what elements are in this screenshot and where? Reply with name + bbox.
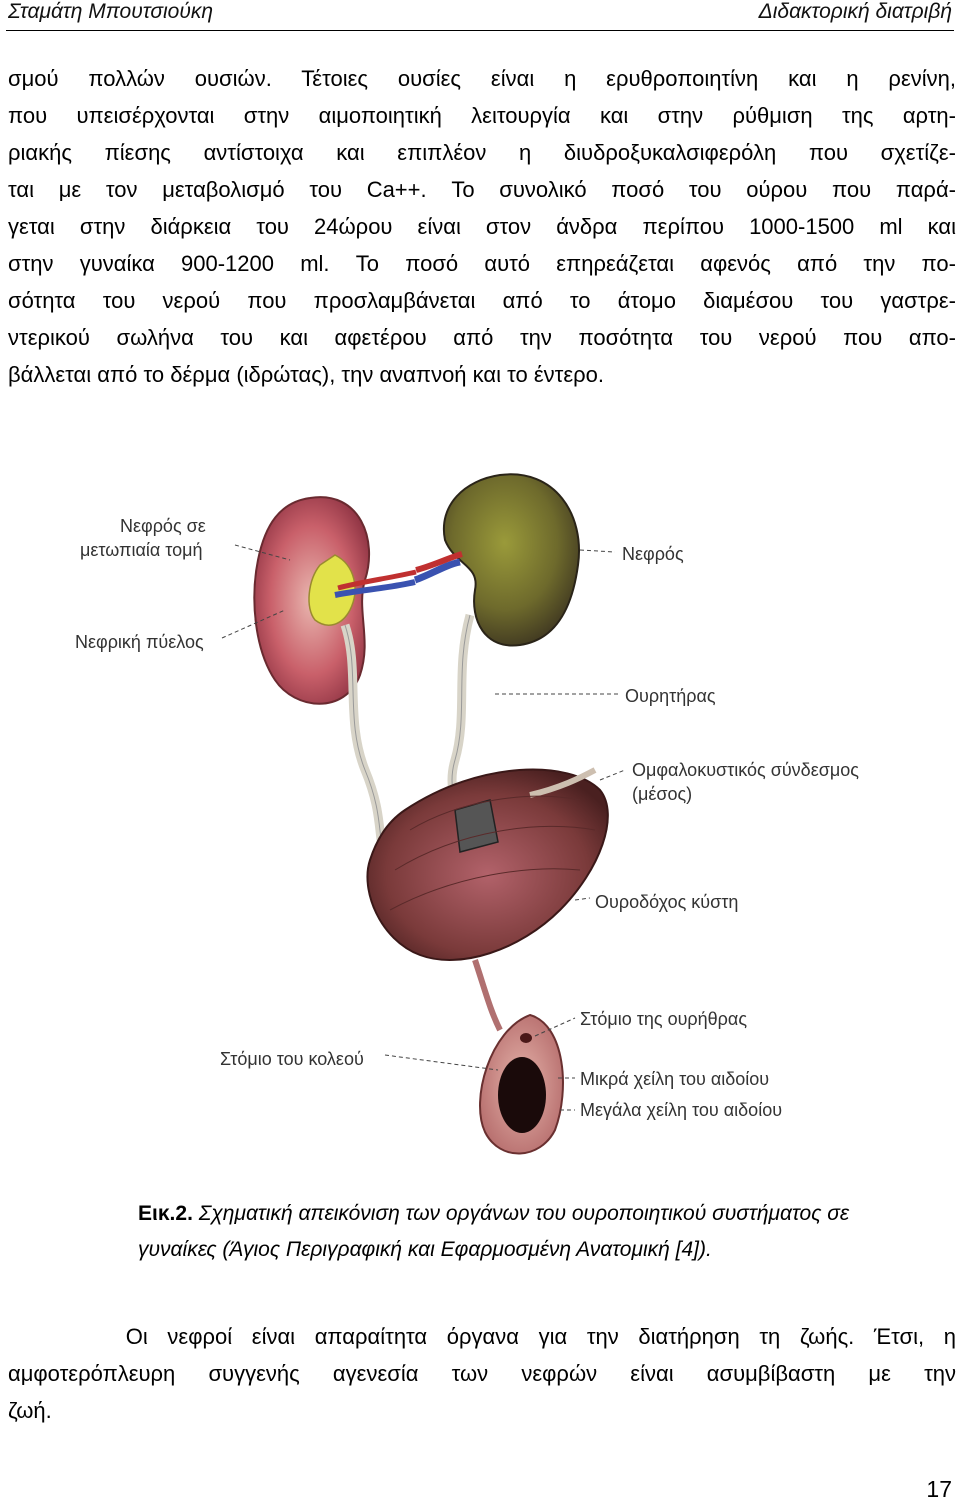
text-line: στην γυναίκα 900-1200 ml. Το ποσό αυτό επηρεάζεται αφενός από την πο-	[8, 251, 956, 276]
label-renal-pelvis: Νεφρική πύελος	[75, 632, 204, 652]
text-line: Οι νεφροί είναι απαραίτητα όργανα για την διατήρηση τη ζωής. Έτσι, η	[8, 1324, 956, 1349]
header-rule	[6, 30, 954, 31]
caption-text-1: Σχηματική απεικόνιση των οργάνων του ουροποιητικού συστήματος σε	[192, 1202, 850, 1225]
bladder-drawing	[367, 770, 607, 960]
sectioned-kidney-drawing	[254, 497, 416, 704]
header-author: Σταμάτη Μπουτσιούκη	[8, 0, 214, 23]
text-line: ντερικού σωλήνα του και αφετέρου από την ποσότητα του νερού που απο-	[8, 325, 956, 350]
label-umbilical-ligament-line2: (μέσος)	[632, 784, 693, 804]
body-paragraph-2	[8, 1318, 956, 1429]
text-line: που υπεισέρχονται στην αιμοποιητική λειτουργία και στην ρύθμιση της αρτη-	[8, 103, 956, 128]
caption-line-1	[138, 1196, 849, 1232]
text-line: ται με τον μεταβολισμό του Ca++. Το συνολικό ποσό του ούρου που παρά-	[8, 177, 956, 202]
label-umbilical-ligament-line1: Ομφαλοκυστικός σύνδεσμος	[632, 760, 859, 780]
text-line: βάλλεται από το δέρμα (ιδρώτας), την αναπνοή και το έντερο.	[8, 362, 604, 387]
label-urethral-orifice: Στόμιο της ουρήθρας	[580, 1009, 748, 1029]
caption-line-2: γυναίκες (Άγιος Περιγραφική και Εφαρμοσμένη Ανατομική [4]).	[138, 1238, 712, 1261]
page-number: 17	[926, 1476, 952, 1502]
label-kidney-section-line1: Νεφρός σε	[120, 516, 206, 536]
label-labia-minora: Μικρά χείλη του αιδοίου	[580, 1069, 770, 1089]
label-ureter: Ουρητήρας	[625, 686, 716, 706]
label-kidney-section-line2: μετωπιαία τομή	[80, 540, 203, 560]
vulva-drawing	[480, 1015, 563, 1154]
urinary-system-illustration	[60, 470, 900, 1170]
text-line: σμού πολλών ουσιών. Τέτοιες ουσίες είναι η ερυθροποιητίνη και η ρενίνη,	[8, 66, 956, 91]
label-bladder: Ουροδόχος κύστη	[595, 892, 739, 912]
text-line: ζωή.	[8, 1398, 52, 1423]
header-document-type: Διδακτορική διατριβή	[758, 0, 952, 23]
text-line: σότητα του νερού που προσλαμβάνεται από το άτομο διαμέσου του γαστρε-	[8, 288, 956, 313]
label-kidney: Νεφρός	[622, 544, 684, 564]
whole-kidney-drawing	[415, 474, 579, 645]
text-line: αμφοτερόπλευρη συγγενής αγενεσία των νεφρών είναι ασυμβίβαστη με την	[8, 1361, 956, 1386]
label-labia-majora: Μεγάλα χείλη του αιδοίου	[580, 1100, 783, 1120]
text-line: ριακής πίεσης αντίστοιχα και επιπλέον η διυδροξυκαλσιφερόλη που σχετίζε-	[8, 140, 956, 165]
caption-figure-number: Εικ.2.	[138, 1202, 193, 1225]
figure-caption	[138, 1196, 849, 1268]
body-paragraph-1	[8, 60, 956, 393]
label-vaginal-orifice: Στόμιο του κολεού	[220, 1049, 364, 1069]
text-line: γεται στην διάρκεια του 24ώρου είναι στον άνδρα περίπου 1000-1500 ml και	[8, 214, 956, 239]
